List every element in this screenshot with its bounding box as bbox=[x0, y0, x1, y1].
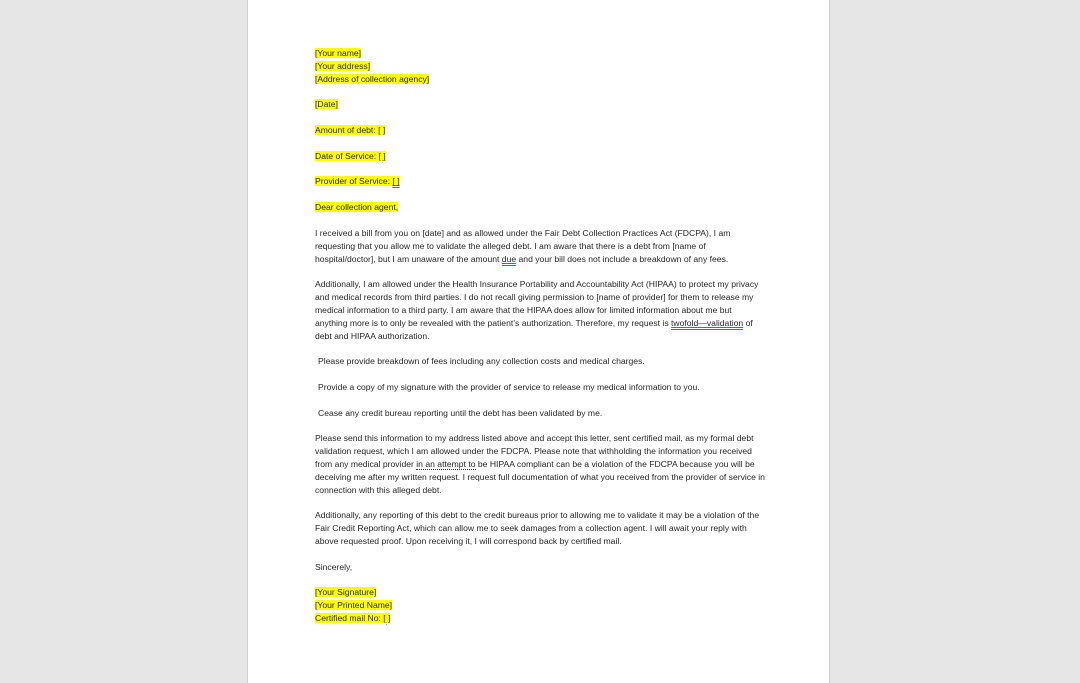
signature-line bbox=[315, 586, 765, 599]
spacer bbox=[315, 497, 765, 510]
spacer bbox=[315, 394, 765, 407]
certified-mail-line bbox=[315, 612, 765, 625]
agency-address-line bbox=[315, 73, 765, 86]
paragraph-hipaa bbox=[315, 278, 765, 342]
salutation-line bbox=[315, 201, 765, 214]
printed-name-placeholder[interactable]: [Your Printed Name] bbox=[315, 600, 393, 611]
salutation[interactable]: Dear collection agent, bbox=[315, 202, 399, 213]
spacer bbox=[315, 214, 765, 227]
paragraph-text: and your bill does not include a breakdown of any fees. bbox=[516, 253, 729, 264]
document-page bbox=[248, 0, 829, 683]
letter-body[interactable] bbox=[315, 47, 765, 625]
paragraph-send-information bbox=[315, 432, 765, 496]
amount-line bbox=[315, 124, 765, 137]
paragraph-text: Additionally, I am allowed under the Health Insurance Portability and Accountability Act (HIPAA) to protect my privacy and medical records from third parties. I do not recall giving permission to [name of provider] for them to release my medical information to a third party. I am aware that the HIPAA does allow for limited information about me but anything more is to only be revealed with the patient’s authorization. Therefore, my request is bbox=[315, 279, 759, 328]
paragraph-bill-received bbox=[315, 227, 765, 266]
spacer bbox=[315, 111, 765, 124]
provider-line bbox=[315, 175, 765, 188]
amount-field[interactable]: [ ] bbox=[378, 125, 386, 136]
service-date-label: Date of Service: bbox=[315, 150, 379, 161]
provider-field[interactable]: [ ] bbox=[392, 176, 400, 187]
spacer bbox=[315, 548, 765, 561]
closing: Sincerely, bbox=[315, 561, 353, 572]
service-date-field[interactable]: [ ] bbox=[378, 150, 386, 161]
paragraph-text: of debt and HIPAA authorization. bbox=[315, 317, 753, 341]
date-placeholder[interactable]: [Date] bbox=[315, 99, 338, 110]
spacer bbox=[315, 419, 765, 432]
spacer bbox=[315, 368, 765, 381]
paragraph-credit-reporting: Additionally, any reporting of this debt to the credit bureaus prior to allowing me to validate it may be a violation of the Fair Credit Reporting Act, which can allow me to seek damages from a collection agent. I will await your reply with above requested proof. Upon receiving it, I will correspond back by certified mail. bbox=[315, 510, 760, 547]
grammar-flag-due[interactable]: due bbox=[501, 253, 517, 264]
spacer bbox=[315, 188, 765, 201]
paragraph-text: I received a bill from you on [date] and as allowed under the Fair Debt Collection Practices Act (FDCPA), I am requesting that you allow me to validate the alleged debt. I am aware that there is a debt from [name of hospital/doctor], but I am unaware of the amount bbox=[315, 227, 731, 264]
certified-mail-label: Certified mail No: bbox=[315, 613, 384, 624]
style-flag-attempt[interactable]: in an attempt to bbox=[416, 459, 476, 469]
your-address-placeholder[interactable]: [Your address] bbox=[315, 60, 371, 71]
spacer bbox=[315, 86, 765, 99]
service-date-line bbox=[315, 150, 765, 163]
spacer bbox=[315, 342, 765, 355]
agency-address-placeholder[interactable]: [Address of collection agency] bbox=[315, 73, 430, 84]
spacer bbox=[315, 574, 765, 587]
signature-placeholder[interactable]: [Your Signature] bbox=[315, 587, 377, 598]
sender-address-line bbox=[315, 60, 765, 73]
spacer bbox=[315, 137, 765, 150]
spacer bbox=[315, 265, 765, 278]
request-signature-copy: Provide a copy of my signature with the provider of service to release my medical information to you. bbox=[318, 381, 700, 392]
printed-name-line bbox=[315, 599, 765, 612]
paragraph-text: Please send this information to my address listed above and accept this letter, sent certified mail, as my formal debt validation request, which I am allowed under the FDCPA. Please note that withholding the information you received from any medical provider bbox=[315, 433, 754, 469]
provider-label: Provider of Service: bbox=[315, 176, 393, 187]
spacer bbox=[315, 163, 765, 176]
grammar-flag-twofold[interactable]: twofold—validation bbox=[671, 317, 744, 328]
date-line bbox=[315, 98, 765, 111]
your-name-placeholder[interactable]: [Your name] bbox=[315, 48, 362, 58]
sender-name-line bbox=[315, 47, 765, 60]
amount-label: Amount of debt: bbox=[315, 125, 379, 136]
request-cease-reporting: Cease any credit bureau reporting until the debt has been validated by me. bbox=[318, 407, 603, 418]
request-fee-breakdown: Please provide breakdown of fees including any collection costs and medical charges. bbox=[318, 356, 645, 367]
certified-mail-field[interactable]: [ ] bbox=[383, 613, 391, 624]
paragraph-text: be HIPAA compliant can be a violation of the FDCPA because you will be deceiving me after my written request. I request full documentation of what you received from the provider of service in connection with this alleged debt. bbox=[315, 459, 765, 495]
